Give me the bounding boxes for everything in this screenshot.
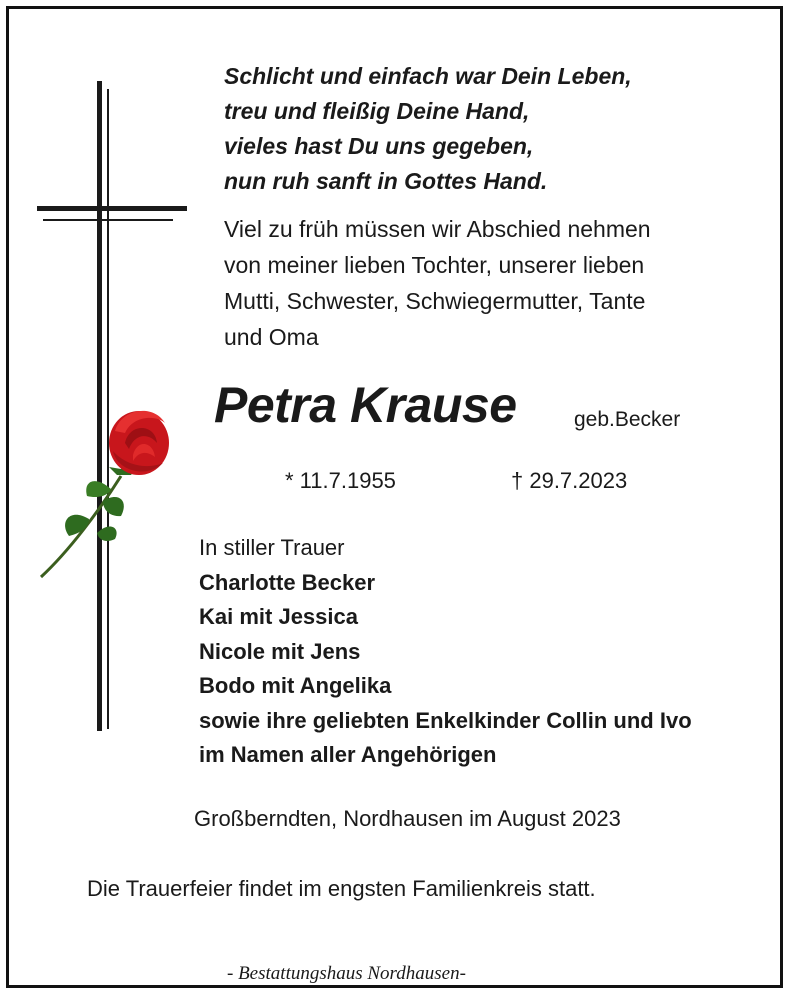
intro-line: von meiner lieben Tochter, unserer lieben [224,252,645,278]
birth-date: * 11.7.1955 [285,468,396,493]
intro-line: und Oma [224,324,319,350]
poem-line: vieles hast Du uns gegeben, [224,133,534,159]
intro-text [224,211,651,355]
intro-line: Mutti, Schwester, Schwiegermutter, Tante [224,288,646,314]
mourner-name: im Namen aller Angehörigen [199,742,497,767]
intro-line: Viel zu früh müssen wir Abschied nehmen [224,216,651,242]
mourner-name: Bodo mit Angelika [199,673,392,698]
poem-line: Schlicht und einfach war Dein Leben, [224,63,632,89]
cross-icon [29,71,204,731]
mourner-name: sowie ihre geliebten Enkelkinder Collin und Ivo [199,707,692,733]
undertaker-name: - Bestattungshaus Nordhausen- [227,963,466,984]
poem-verse [224,59,632,199]
poem-line: nun ruh sanft in Gottes Hand. [224,168,548,194]
death-date: † 29.7.2023 [511,468,628,493]
funeral-service-note: Die Trauerfeier findet im engsten Familienkreis statt. [87,876,596,901]
mourner-name: Charlotte Becker [199,569,376,595]
poem-line: treu und fleißig Deine Hand, [224,98,530,124]
mourners-list [199,531,692,773]
deceased-name: Petra Krause [214,377,517,433]
cross-with-rose [29,71,204,731]
mourner-name: Kai mit Jessica [199,604,358,629]
mourner-name: Nicole mit Jens [199,638,361,664]
obituary-frame [6,6,783,988]
maiden-name: geb.Becker [574,408,681,431]
place-and-date: Großberndten, Nordhausen im August 2023 [194,806,621,831]
mourners-lead: In stiller Trauer [199,535,345,560]
